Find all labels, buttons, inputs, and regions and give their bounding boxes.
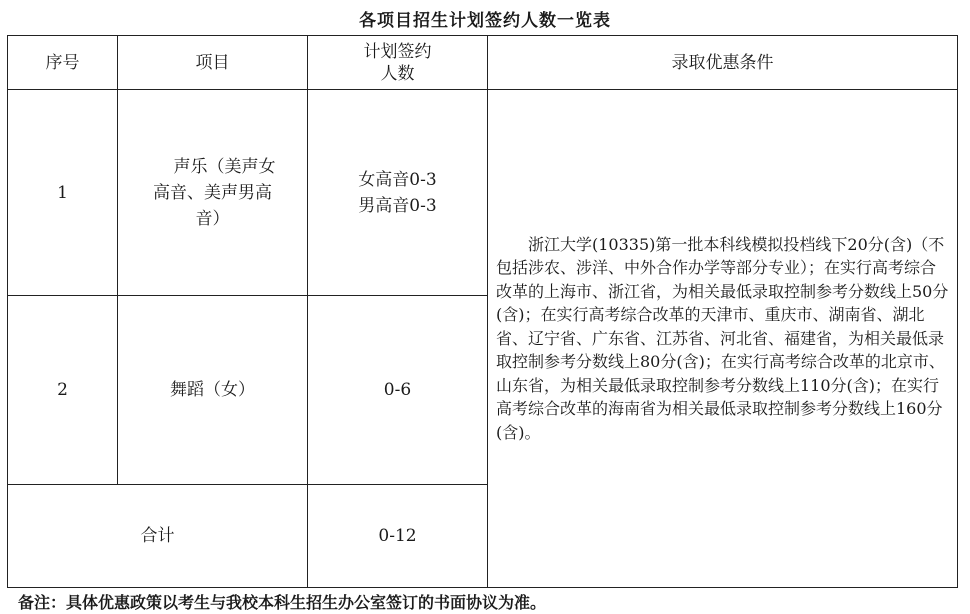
row1-project-line1: 声乐（美声女 xyxy=(173,156,276,177)
table-row xyxy=(8,90,958,296)
header-no: 序号 xyxy=(8,36,118,90)
row1-project-line2: 高音、美声男高 xyxy=(153,182,272,203)
row1-quota-line1: 女高音0-3 xyxy=(358,169,437,190)
total-value: 0-12 xyxy=(308,485,488,588)
row2-no: 2 xyxy=(8,296,118,485)
row2-quota: 0-6 xyxy=(308,296,488,485)
row2-project: 舞蹈（女） xyxy=(118,296,308,485)
row1-quota-line2: 男高音0-3 xyxy=(358,195,437,216)
footnote: 备注：具体优惠政策以考生与我校本科生招生办公室签订的书面协议为准。 xyxy=(18,593,547,612)
admission-conditions-text: 浙江大学(10335)第一批本科线模拟投档线下20分(含)（不包括涉农、涉洋、中外合作办学等部分专业）；在实行高考综合改革的上海市、浙江省，为相关最低录取控制参考分数线上50分(含)；在实行高考综合改革的天津市、重庆市、湖南省、湖北省、辽宁省、广东省、江苏省、河北省、福建省，为相关最低录取控制参考分数线上80分(含)；在实行高考综合改革的北京市、山东省，为相关最低录取控制参考分数线上110分(含)；在实行高考综合改革的海南省为相关最低录取控制参考分数线上160分(含)。 xyxy=(496,234,949,442)
admission-conditions-cell xyxy=(488,90,958,588)
row1-project xyxy=(118,90,308,296)
header-quota xyxy=(308,36,488,90)
header-quota-line1: 计划签约 xyxy=(363,41,432,62)
header-row xyxy=(8,36,958,90)
enrollment-plan-table xyxy=(7,35,958,588)
table-title: 各项目招生计划签约人数一览表 xyxy=(359,11,611,31)
total-label: 合计 xyxy=(8,485,308,588)
row1-quota xyxy=(308,90,488,296)
row1-project-line3: 音） xyxy=(195,208,230,229)
header-project: 项目 xyxy=(118,36,308,90)
header-quota-line2: 人数 xyxy=(380,63,415,84)
row1-no: 1 xyxy=(8,90,118,296)
header-conditions: 录取优惠条件 xyxy=(488,36,958,90)
